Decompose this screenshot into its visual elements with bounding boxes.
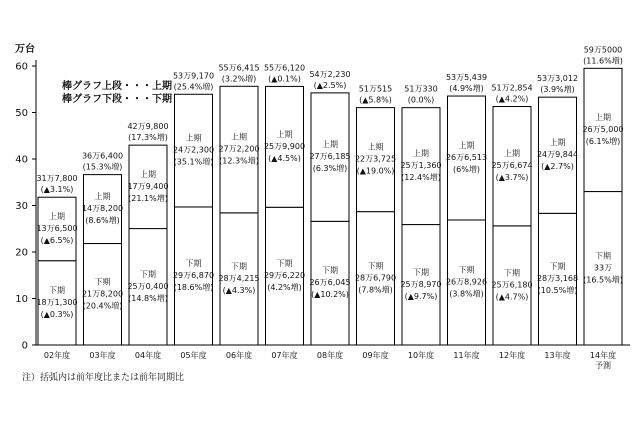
total-change-label: (▲0.1%) <box>268 74 301 84</box>
upper-period-label: 上期 <box>231 132 247 142</box>
legend-upper: 棒グラフ上段・・・上期 <box>62 81 172 92</box>
lower-value-label: 28万3,168 <box>536 274 579 284</box>
lower-value-label: 29万6,220 <box>263 271 306 281</box>
upper-value-label: 27万2,200 <box>218 144 260 154</box>
y-tick-label: 30 <box>15 201 28 212</box>
lower-change-label: (7.8%増) <box>358 285 393 295</box>
total-change-label: (0.0%) <box>407 95 435 105</box>
lower-value-label: 25万0,400 <box>127 281 169 291</box>
x-category-label: 08年度 <box>316 351 344 360</box>
lower-period-label: 下期 <box>94 277 111 287</box>
upper-period-label: 上期 <box>458 141 475 151</box>
lower-period-label: 下期 <box>458 265 475 275</box>
lower-value-label: 26万8,926 <box>445 277 488 287</box>
lower-change-label: (▲0.3%) <box>40 309 74 319</box>
total-label: 51万2,854 <box>491 83 533 93</box>
y-tick-label: 50 <box>15 108 28 119</box>
upper-period-label: 上期 <box>322 140 338 150</box>
upper-period-label: 上期 <box>94 192 111 202</box>
upper-change-label: (6%増) <box>453 165 480 175</box>
lower-value-label: 18万1,300 <box>36 297 78 307</box>
total-label: 59万5000 <box>583 45 623 55</box>
lower-value-label: 25万6,180 <box>491 280 533 290</box>
lower-value-label: 21万8,200 <box>81 289 124 299</box>
lower-change-label: (▲4.7%) <box>495 292 529 302</box>
upper-value-label: 27万6,185 <box>309 152 351 162</box>
x-category-label: 予測 <box>595 361 611 370</box>
lower-period-label: 下期 <box>49 285 65 295</box>
lower-period-label: 下期 <box>595 251 611 261</box>
lower-change-label: (▲9.7%) <box>404 291 438 301</box>
upper-period-label: 上期 <box>595 112 611 122</box>
upper-period-label: 上期 <box>140 169 156 179</box>
footnote: 注）括弧内は前年度比または前年同期比 <box>22 373 185 383</box>
x-category-label: 05年度 <box>180 351 207 360</box>
x-category-label: 10年度 <box>407 351 435 360</box>
y-tick-label: 0 <box>21 340 28 352</box>
x-category-label: 07年度 <box>271 351 298 360</box>
total-label: 42万9,800 <box>127 122 169 132</box>
upper-value-label: 24万2,300 <box>172 145 215 155</box>
x-category-label: 04年度 <box>134 351 162 360</box>
x-category-label: 11年度 <box>453 351 480 360</box>
upper-value-label: 22万3,725 <box>354 154 397 164</box>
upper-change-label: (▲2.7%) <box>541 162 574 172</box>
upper-change-label: (8.6%増) <box>85 216 120 226</box>
upper-period-label: 上期 <box>276 129 293 139</box>
lower-change-label: (18.6%増) <box>173 282 214 292</box>
legend-lower: 棒グラフ下段・・・下期 <box>62 94 172 105</box>
total-label: 51万330 <box>404 84 438 94</box>
upper-change-label: (▲6.5%) <box>40 235 74 245</box>
total-change-label: (▲3.1%) <box>40 185 74 195</box>
lower-value-label: 28万6,790 <box>354 273 397 283</box>
upper-period-label: 上期 <box>413 149 429 159</box>
total-label: 53万5,439 <box>445 73 488 83</box>
lower-change-label: (14.8%増) <box>128 293 168 303</box>
lower-change-label: (20.4%増) <box>82 301 123 311</box>
upper-value-label: 13万6,500 <box>36 223 78 233</box>
total-label: 51万515 <box>358 84 393 94</box>
total-label: 53万3,012 <box>536 74 579 84</box>
total-label: 55万6,415 <box>218 63 260 73</box>
total-change-label: (▲2.5%) <box>313 80 347 90</box>
lower-period-label: 下期 <box>322 266 338 276</box>
total-change-label: (11.6%増) <box>583 56 623 66</box>
bars-group <box>38 68 622 345</box>
y-tick-label: 20 <box>15 247 28 259</box>
lower-period-label: 下期 <box>504 268 520 278</box>
upper-change-label: (6.1%増) <box>585 136 621 146</box>
total-label: 54万2,230 <box>309 69 351 79</box>
y-tick-label: 60 <box>15 61 28 73</box>
lower-period-label: 下期 <box>231 261 247 271</box>
lower-change-label: (4.2%増) <box>267 283 302 293</box>
lower-change-label: (▲4.3%) <box>222 285 256 295</box>
x-category-label: 12年度 <box>498 351 526 360</box>
y-tick-label: 10 <box>15 294 28 305</box>
total-label: 31万7,800 <box>36 174 78 184</box>
total-change-label: (17.3%増) <box>128 133 168 143</box>
x-category-label: 03年度 <box>89 351 116 360</box>
lower-value-label: 29万6,870 <box>172 270 215 280</box>
y-tick-label: 40 <box>15 154 28 166</box>
upper-value-label: 24万9,844 <box>536 150 579 160</box>
upper-value-label: 26万6,513 <box>445 153 488 163</box>
y-unit-label: 万台 <box>15 44 35 55</box>
upper-change-label: (12.3%増) <box>219 156 259 166</box>
lower-period-label: 下期 <box>185 258 202 268</box>
upper-change-label: (35.1%増) <box>173 157 214 167</box>
lower-period-label: 下期 <box>367 261 384 271</box>
upper-period-label: 上期 <box>49 211 65 221</box>
x-category-label: 02年度 <box>43 351 71 360</box>
upper-change-label: (12.4%増) <box>401 173 441 183</box>
lower-change-label: (10.5%増) <box>537 286 578 296</box>
total-label: 53万9,170 <box>172 71 215 81</box>
total-change-label: (15.3%増) <box>82 162 123 172</box>
lower-change-label: (3.8%増) <box>449 289 484 299</box>
lower-value-label: 25万8,970 <box>400 279 442 289</box>
upper-period-label: 上期 <box>185 133 202 143</box>
upper-value-label: 25万1,360 <box>400 161 442 171</box>
upper-value-label: 25万9,900 <box>263 141 306 151</box>
x-axis-labels <box>44 350 616 370</box>
total-change-label: (25.4%増) <box>173 82 214 92</box>
upper-period-label: 上期 <box>504 149 520 159</box>
lower-period-label: 下期 <box>549 262 566 272</box>
total-label: 55万6,120 <box>263 63 306 73</box>
lower-value-label: 33万 <box>593 263 613 273</box>
x-category-label: 09年度 <box>362 351 389 360</box>
upper-value-label: 25万6,674 <box>491 161 533 171</box>
total-change-label: (▲4.2%) <box>495 94 529 104</box>
lower-period-label: 下期 <box>276 259 293 269</box>
x-category-label: 13年度 <box>544 351 571 360</box>
total-change-label: (4.9%増) <box>449 84 484 94</box>
upper-period-label: 上期 <box>367 142 384 152</box>
x-category-label: 14年度 <box>589 351 617 360</box>
lower-value-label: 26万6,045 <box>309 278 351 288</box>
x-category-label: 06年度 <box>225 351 253 360</box>
lower-period-label: 下期 <box>413 267 429 277</box>
upper-change-label: (6.3%増) <box>312 164 348 174</box>
lower-change-label: (16.5%増) <box>583 275 623 285</box>
upper-change-label: (▲19.0%) <box>356 166 395 176</box>
upper-change-label: (21.1%増) <box>128 193 168 203</box>
total-change-label: (▲5.8%) <box>359 95 392 105</box>
lower-change-label: (▲10.2%) <box>311 290 349 300</box>
total-change-label: (3.9%増) <box>540 85 575 95</box>
upper-change-label: (▲4.5%) <box>268 153 301 163</box>
upper-value-label: 17万9,400 <box>127 181 169 191</box>
upper-period-label: 上期 <box>549 138 566 148</box>
lower-period-label: 下期 <box>140 269 156 279</box>
total-change-label: (3.2%増) <box>221 74 257 84</box>
upper-change-label: (▲3.7%) <box>495 173 529 183</box>
upper-value-label: 26万5,000 <box>582 124 624 134</box>
upper-value-label: 14万8,200 <box>81 204 124 214</box>
lower-value-label: 28万4,215 <box>218 273 260 283</box>
total-label: 36万6,400 <box>81 151 124 161</box>
